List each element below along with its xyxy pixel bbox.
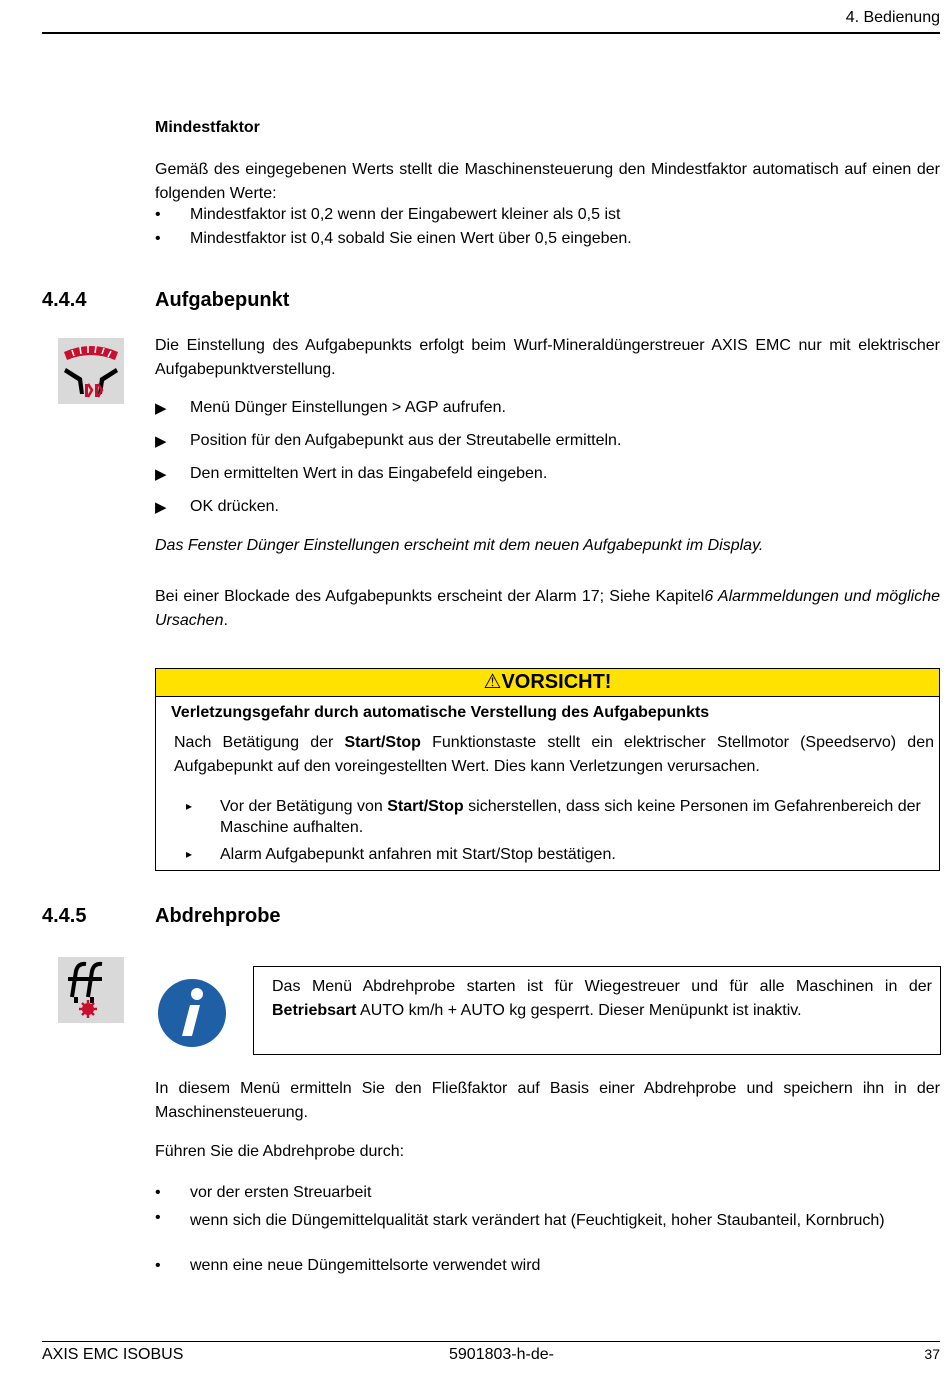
- bullet-marker: •: [155, 230, 161, 247]
- calibration-test-icon: [58, 957, 124, 1023]
- section-title: Aufgabepunkt: [155, 289, 290, 311]
- section-number: 4.4.4: [42, 289, 87, 311]
- info-note-text: Das Menü Abdrehprobe starten ist für Wiegestreuer und für alle Maschinen in der Betriebsart AUTO km/h + AUTO kg gesperrt. Dieser Menüpunkt ist inaktiv.: [272, 978, 932, 1019]
- warning-icon: ⚠: [483, 671, 502, 693]
- footer-rule: [42, 1341, 940, 1342]
- paragraph-abdrehprobe-lead: Führen Sie die Abdrehprobe durch:: [155, 1143, 405, 1160]
- warning-body: Nach Betätigung der Start/Stop Funktionstaste stellt ein elektrischer Stellmotor (Speedservo) den Aufgabepunkt auf den voreingestellten Wert. Dies kann Verletzungen verursachen.: [174, 734, 934, 775]
- warning-header: [156, 669, 939, 697]
- page-number: 37: [924, 1346, 940, 1362]
- info-note-box: [253, 966, 941, 1055]
- bullet-marker: •: [155, 1257, 161, 1274]
- step-marker: ▶: [155, 433, 167, 450]
- footer-product: AXIS EMC ISOBUS: [42, 1346, 184, 1363]
- header-rule: [42, 32, 940, 34]
- triangle-marker: ▸: [186, 799, 193, 813]
- footer-docnum: 5901803-h-de-: [449, 1346, 554, 1363]
- running-header: 4. Bedienung: [845, 9, 940, 26]
- warning-title: VORSICHT!: [501, 671, 612, 693]
- chapter-reference[interactable]: 6 Alarmmeldungen und mögliche Ursachen: [155, 588, 941, 629]
- step-marker: ▶: [155, 499, 167, 516]
- subheading-mindestfaktor: Mindestfaktor: [155, 119, 260, 136]
- warning-item: ▸ Alarm Aufgabepunkt anfahren mit Start/Stop bestätigen.: [186, 846, 616, 863]
- bullet-marker: •: [155, 206, 161, 223]
- paragraph-mindestfaktor-intro: Gemäß des eingegebenen Werts stellt die Maschinensteuerung den Mindestfaktor automatisch auf einen der folgenden Werte:: [155, 161, 940, 202]
- step-marker: ▶: [155, 466, 167, 483]
- section-title: Abdrehprobe: [155, 905, 281, 927]
- warning-subtitle: Verletzungsgefahr durch automatische Verstellung des Aufgabepunkts: [171, 704, 710, 721]
- info-icon: [157, 978, 227, 1053]
- warning-item: ▸ Vor der Betätigung von Start/Stop sicherstellen, dass sich keine Personen im Gefahrenbereich der Maschine aufhalten.: [186, 798, 921, 836]
- paragraph-abdrehprobe-intro: In diesem Menü ermitteln Sie den Fließfaktor auf Basis einer Abdrehprobe und speichern ihn in der Maschinensteuerung.: [155, 1080, 940, 1121]
- warning-box: [155, 668, 940, 871]
- paragraph-aufgabepunkt-intro: Die Einstellung des Aufgabepunkts erfolgt beim Wurf-Mineraldüngerstreuer AXIS EMC nur mit elektrischer Aufgabepunktverstellung.: [155, 337, 940, 378]
- step-result: Das Fenster Dünger Einstellungen erscheint mit dem neuen Aufgabepunkt im Display.: [155, 537, 764, 554]
- spread-point-icon: [58, 338, 124, 404]
- bullet-marker: •: [155, 1184, 161, 1201]
- bullet-marker: •: [155, 1209, 161, 1226]
- paragraph-alarm: Bei einer Blockade des Aufgabepunkts erscheint der Alarm 17; Siehe Kapitel6 Alarmmeldungen und mögliche Ursachen.: [155, 588, 941, 629]
- step-marker: ▶: [155, 400, 167, 417]
- triangle-marker: ▸: [186, 847, 193, 861]
- section-number: 4.4.5: [42, 905, 87, 927]
